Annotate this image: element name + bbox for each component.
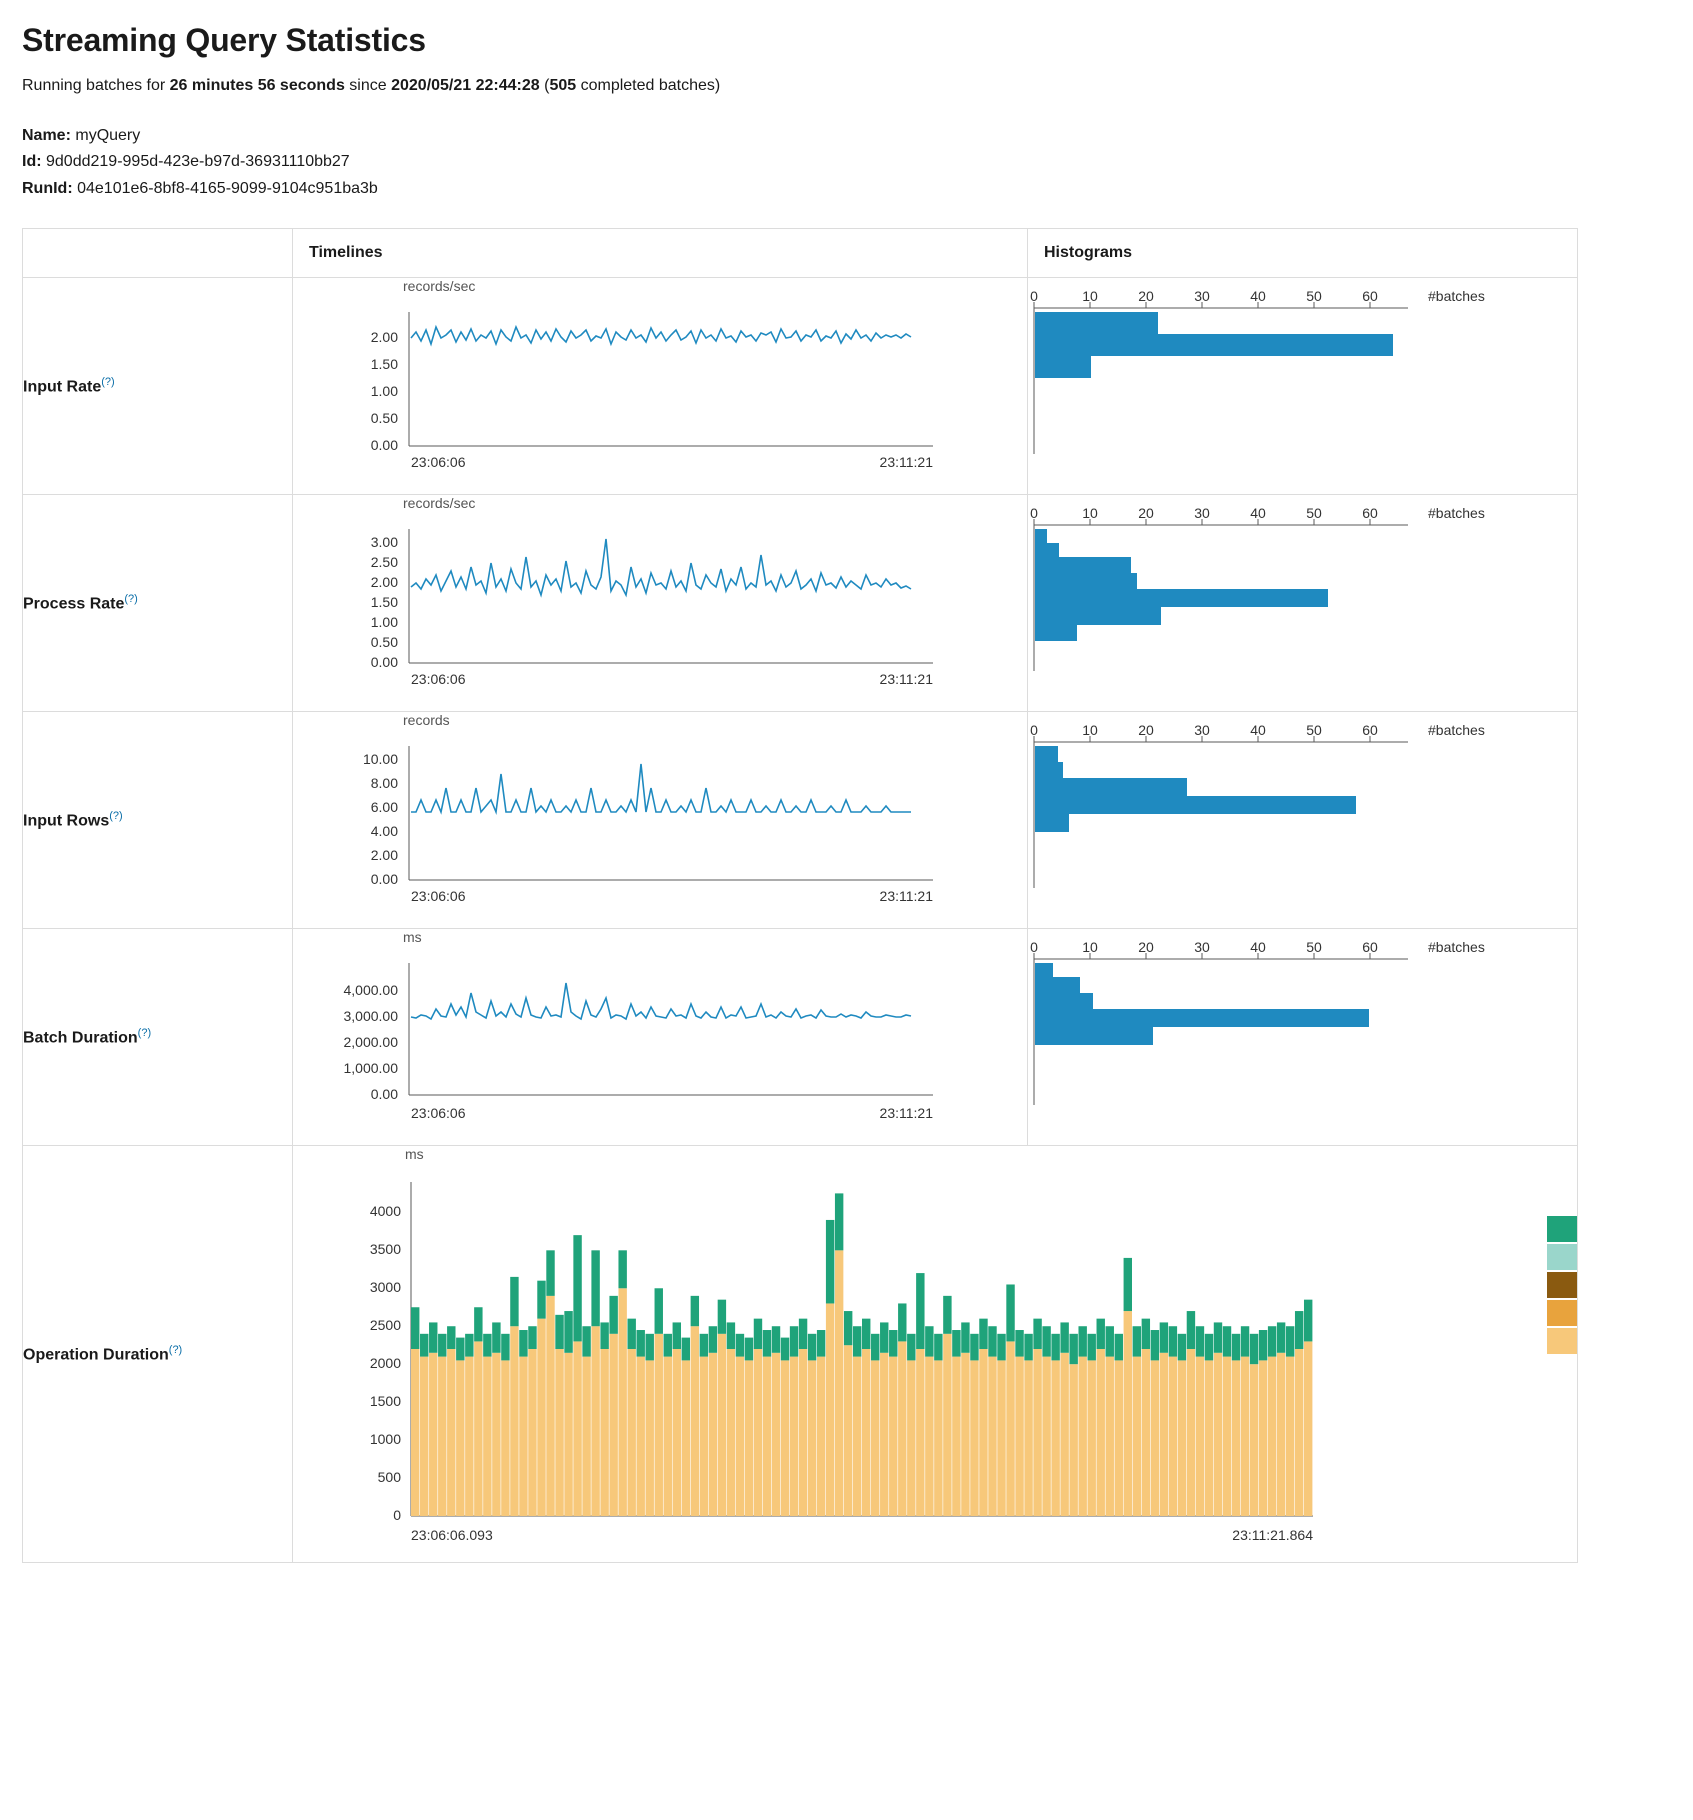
svg-text:30: 30 xyxy=(1194,939,1210,956)
svg-text:40: 40 xyxy=(1250,505,1266,522)
legend-swatch-brown[interactable] xyxy=(1547,1272,1577,1298)
legend-swatch-lightgreen[interactable] xyxy=(1547,1244,1577,1270)
svg-text:23:11:21: 23:11:21 xyxy=(879,671,933,688)
query-name-line xyxy=(22,123,1671,149)
page-title: Streaming Query Statistics xyxy=(22,22,426,58)
opdur-bars xyxy=(411,1194,1312,1517)
svg-text:2500: 2500 xyxy=(369,1317,401,1334)
table-row-process-rate xyxy=(23,495,1578,712)
svg-text:4.00: 4.00 xyxy=(370,823,398,840)
svg-text:40: 40 xyxy=(1250,939,1266,956)
chart-input-rows-timeline xyxy=(293,728,993,928)
start-timestamp: 2020/05/21 22:44:28 xyxy=(391,77,540,94)
svg-text:23:11:21.864: 23:11:21.864 xyxy=(1232,1527,1313,1544)
svg-text:10: 10 xyxy=(1082,288,1098,305)
ytick-1-50: 1.50 xyxy=(370,356,398,373)
svg-text:30: 30 xyxy=(1194,288,1210,305)
svg-text:23:06:06.093: 23:06:06.093 xyxy=(411,1527,493,1544)
svg-text:2.00: 2.00 xyxy=(370,847,398,864)
histogram-cell-input-rows xyxy=(1028,712,1578,929)
svg-text:4,000.00: 4,000.00 xyxy=(343,982,398,999)
header-histograms: Histograms xyxy=(1028,229,1578,278)
row-label-process-rate xyxy=(23,495,293,712)
svg-text:#batches: #batches xyxy=(1428,722,1485,739)
svg-text:60: 60 xyxy=(1362,288,1378,305)
svg-text:10: 10 xyxy=(1082,505,1098,522)
svg-text:60: 60 xyxy=(1362,722,1378,739)
svg-text:0: 0 xyxy=(1030,288,1038,305)
svg-text:23:06:06: 23:06:06 xyxy=(411,888,466,905)
help-icon[interactable]: (?) xyxy=(109,810,123,822)
svg-text:50: 50 xyxy=(1306,288,1322,305)
svg-text:23:06:06: 23:06:06 xyxy=(411,671,466,688)
svg-text:2.00: 2.00 xyxy=(370,574,398,591)
xtick-start: 23:06:06 xyxy=(411,454,466,471)
chart-process-rate-histogram xyxy=(1028,503,1548,703)
row-label-text: Process Rate xyxy=(23,595,125,613)
svg-text:23:11:21: 23:11:21 xyxy=(879,888,933,905)
row-label-input-rate xyxy=(23,278,293,495)
svg-text:10.00: 10.00 xyxy=(362,751,398,768)
svg-text:50: 50 xyxy=(1306,939,1322,956)
header-timelines: Timelines xyxy=(293,229,1028,278)
svg-text:0.50: 0.50 xyxy=(370,634,398,651)
legend-swatch-green[interactable] xyxy=(1547,1216,1577,1242)
svg-text:23:11:21: 23:11:21 xyxy=(879,1105,933,1122)
ytick-1-00: 1.00 xyxy=(370,383,398,400)
svg-text:50: 50 xyxy=(1306,722,1322,739)
header-blank xyxy=(23,229,293,278)
table-header-row xyxy=(23,229,1578,278)
svg-text:1500: 1500 xyxy=(369,1393,401,1410)
svg-text:50: 50 xyxy=(1306,505,1322,522)
timeline-unit-input-rows: records xyxy=(403,712,450,729)
svg-text:40: 40 xyxy=(1250,722,1266,739)
table-row-input-rate xyxy=(23,278,1578,495)
chart-operation-duration xyxy=(293,1162,1428,1562)
running-duration: 26 minutes 56 seconds xyxy=(169,77,345,94)
xtick-end: 23:11:21 xyxy=(879,454,933,471)
svg-text:40: 40 xyxy=(1250,288,1266,305)
help-icon[interactable]: (?) xyxy=(168,1344,183,1356)
svg-text:0: 0 xyxy=(1030,505,1038,522)
chart-input-rows-histogram xyxy=(1028,720,1548,920)
row-label-input-rows xyxy=(23,712,293,929)
timeline-cell-process-rate xyxy=(293,495,1028,712)
svg-text:23:06:06: 23:06:06 xyxy=(411,1105,466,1122)
chart-input-rate-histogram xyxy=(1028,286,1548,486)
histogram-cell-process-rate xyxy=(1028,495,1578,712)
query-metadata xyxy=(22,123,1671,202)
svg-text:60: 60 xyxy=(1362,939,1378,956)
query-name-value: myQuery xyxy=(75,127,141,144)
svg-text:4000: 4000 xyxy=(369,1203,401,1220)
svg-text:0: 0 xyxy=(1030,722,1038,739)
subtitle-suffix: completed batches) xyxy=(576,77,721,94)
svg-text:60: 60 xyxy=(1362,505,1378,522)
ytick-0-00: 0.00 xyxy=(370,437,398,454)
svg-text:3,000.00: 3,000.00 xyxy=(343,1008,398,1025)
svg-text:#batches: #batches xyxy=(1428,939,1485,956)
row-label-text: Batch Duration xyxy=(23,1029,138,1047)
ytick-0-50: 0.50 xyxy=(370,410,398,427)
svg-text:30: 30 xyxy=(1194,505,1210,522)
svg-text:1.00: 1.00 xyxy=(370,614,398,631)
svg-text:#batches: #batches xyxy=(1428,505,1485,522)
svg-text:3.00: 3.00 xyxy=(370,534,398,551)
query-id-line xyxy=(22,149,1671,175)
hist-axis-label: #batches xyxy=(1428,288,1485,305)
row-label-batch-duration xyxy=(23,929,293,1146)
help-icon[interactable]: (?) xyxy=(101,376,115,388)
svg-text:1,000.00: 1,000.00 xyxy=(343,1060,398,1077)
chart-input-rate-timeline xyxy=(293,294,993,494)
help-icon[interactable]: (?) xyxy=(137,1027,152,1039)
chart-batch-duration-histogram xyxy=(1028,937,1548,1137)
svg-text:0: 0 xyxy=(393,1507,401,1524)
svg-text:10: 10 xyxy=(1082,939,1098,956)
timeline-cell-input-rows xyxy=(293,712,1028,929)
ytick-2-00: 2.00 xyxy=(370,329,398,346)
svg-text:0.00: 0.00 xyxy=(370,871,398,888)
histogram-cell-input-rate xyxy=(1028,278,1578,495)
running-batches-subtitle xyxy=(22,77,1671,95)
svg-text:2.50: 2.50 xyxy=(370,554,398,571)
query-runid-value: 04e101e6-8bf8-4165-9099-9104c951ba3b xyxy=(77,179,378,197)
opdur-unit: ms xyxy=(405,1146,424,1163)
row-label-text: Operation Duration xyxy=(23,1346,169,1364)
svg-text:20: 20 xyxy=(1138,505,1154,522)
svg-text:20: 20 xyxy=(1138,939,1154,956)
row-label-text: Input Rate xyxy=(23,378,102,396)
svg-text:500: 500 xyxy=(377,1469,401,1486)
histogram-cell-batch-duration xyxy=(1028,929,1578,1146)
operation-duration-cell xyxy=(293,1146,1578,1563)
statistics-table xyxy=(22,228,1578,1563)
svg-text:20: 20 xyxy=(1138,288,1154,305)
opdur-legend xyxy=(1547,1216,1577,1354)
legend-swatch-lightorange[interactable] xyxy=(1547,1328,1577,1354)
svg-text:1000: 1000 xyxy=(369,1431,401,1448)
svg-text:0.00: 0.00 xyxy=(370,654,398,671)
svg-text:10: 10 xyxy=(1082,722,1098,739)
chart-process-rate-timeline xyxy=(293,511,993,711)
query-id-value: 9d0dd219-995d-423e-b97d-36931110bb27 xyxy=(46,153,350,171)
table-row-input-rows xyxy=(23,712,1578,929)
subtitle-prefix: Running batches for xyxy=(22,77,170,94)
subtitle-mid: since xyxy=(344,77,392,94)
svg-text:1.50: 1.50 xyxy=(370,594,398,611)
svg-text:0.00: 0.00 xyxy=(370,1086,398,1103)
svg-text:2,000.00: 2,000.00 xyxy=(343,1034,398,1051)
svg-text:20: 20 xyxy=(1138,722,1154,739)
timeline-unit-batch-duration: ms xyxy=(403,929,422,946)
table-row-batch-duration xyxy=(23,929,1578,1146)
svg-text:0: 0 xyxy=(1030,939,1038,956)
timeline-unit-process-rate: records/sec xyxy=(403,495,476,512)
svg-text:2000: 2000 xyxy=(369,1355,401,1372)
svg-text:8.00: 8.00 xyxy=(370,775,398,792)
legend-swatch-orange[interactable] xyxy=(1547,1300,1577,1326)
help-icon[interactable]: (?) xyxy=(124,593,138,605)
timeline-cell-batch-duration xyxy=(293,929,1028,1146)
subtitle-open-paren: ( xyxy=(539,77,550,94)
timeline-unit-input-rate: records/sec xyxy=(403,278,476,295)
query-id-label: Id: xyxy=(22,153,42,171)
query-runid-label: RunId: xyxy=(22,179,73,197)
svg-text:3500: 3500 xyxy=(369,1241,401,1258)
svg-text:3000: 3000 xyxy=(369,1279,401,1296)
query-runid-line xyxy=(22,176,1671,202)
row-label-text: Input Rows xyxy=(23,812,110,830)
chart-batch-duration-timeline xyxy=(293,945,993,1145)
svg-text:6.00: 6.00 xyxy=(370,799,398,816)
svg-text:30: 30 xyxy=(1194,722,1210,739)
timeline-cell-input-rate xyxy=(293,278,1028,495)
completed-batch-count: 505 xyxy=(549,77,577,94)
row-label-operation-duration xyxy=(23,1146,293,1563)
query-name-label: Name: xyxy=(22,127,71,144)
table-row-operation-duration xyxy=(23,1146,1578,1563)
